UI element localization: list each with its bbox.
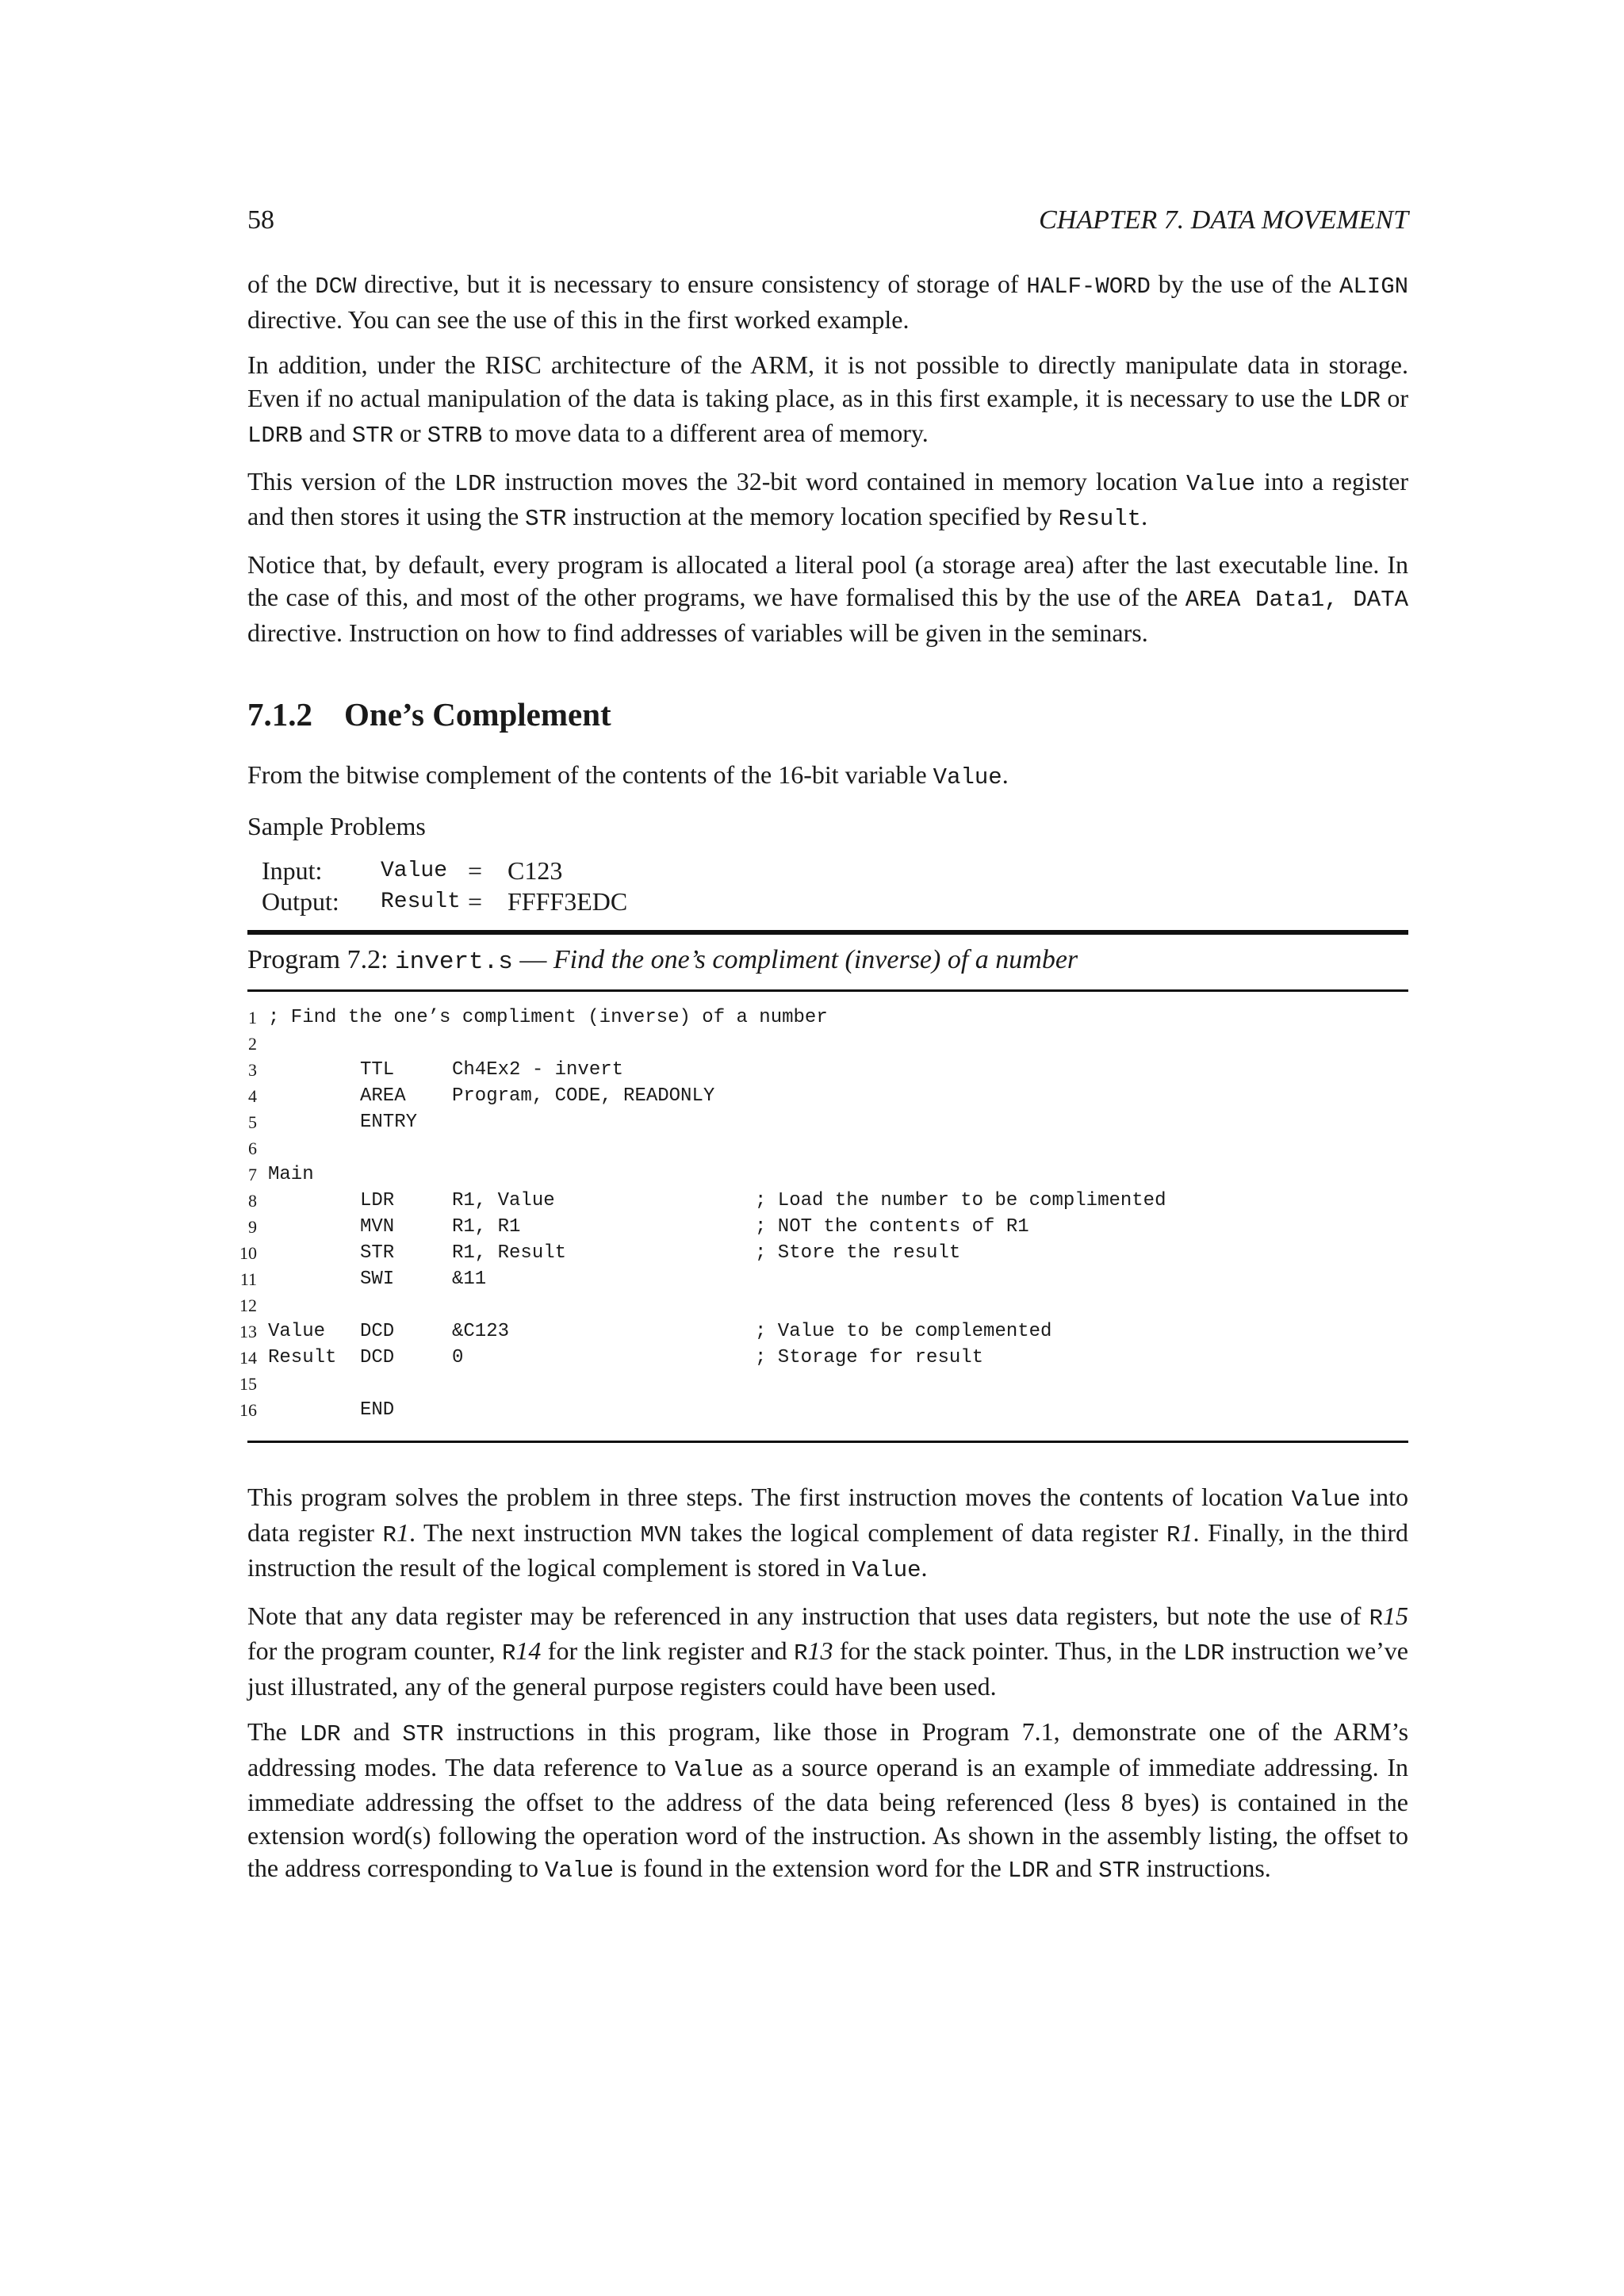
sample-value: FFFF3EDC bbox=[508, 887, 628, 916]
code-comment: ; Store the result bbox=[755, 1242, 961, 1264]
line-number: 7 bbox=[248, 1165, 257, 1184]
program-filename: invert.s bbox=[395, 948, 513, 976]
line-number: 16 bbox=[239, 1400, 257, 1420]
code-operands: R1, R1 bbox=[452, 1216, 521, 1238]
inline-code: Value bbox=[852, 1557, 921, 1583]
line-number: 2 bbox=[248, 1034, 257, 1054]
inline-code: Value bbox=[1291, 1487, 1361, 1513]
inline-code: HALF-WORD bbox=[1026, 274, 1151, 300]
line-number: 9 bbox=[248, 1217, 257, 1237]
inline-code: STR bbox=[351, 423, 394, 449]
inline-code: R bbox=[1166, 1521, 1181, 1548]
inline-code: AREA Data1, DATA bbox=[1185, 587, 1408, 613]
code-opcode: END bbox=[360, 1399, 395, 1421]
paragraph: The LDR and STR instructions in this program, like those in Program 7.1, demonstrate one of the ARM’s addressing modes. The data reference to Value as a source operand is an example of immediate addressing. In immediate addressing the offset to the address of the data being referenced (less 8 byes) is contained in the extension word(s) following the operation word of the instruction. As shown in the assembly listing, the offset to the address corresponding to Value is found in the extension word for the LDR and STR instructions. bbox=[247, 1717, 1409, 1884]
code-line bbox=[233, 1371, 1408, 1397]
code-label: Result bbox=[268, 1347, 337, 1368]
section-description: From the bitwise complement of the contents of the 16-bit variable Value. bbox=[247, 760, 1009, 790]
code-operands: &C123 bbox=[452, 1321, 510, 1342]
code-comment: ; NOT the contents of R1 bbox=[755, 1216, 1029, 1238]
code-line bbox=[233, 1031, 1408, 1057]
code-line bbox=[233, 1188, 1408, 1214]
inline-code: Result bbox=[1058, 506, 1142, 532]
code-opcode: DCD bbox=[360, 1321, 395, 1342]
line-number: 11 bbox=[239, 1269, 257, 1289]
inline-code: ALIGN bbox=[1339, 274, 1409, 300]
code-label: Main bbox=[268, 1164, 314, 1185]
code-line bbox=[233, 1135, 1408, 1161]
register-number: 1 bbox=[1180, 1517, 1193, 1547]
sample-problems-table bbox=[262, 855, 1408, 917]
code-opcode: TTL bbox=[360, 1059, 395, 1081]
inline-code: LDR bbox=[299, 1721, 341, 1747]
inline-code: R bbox=[794, 1640, 808, 1667]
code-line bbox=[233, 1397, 1408, 1423]
paragraph: This program solves the problem in three steps. The first instruction moves the contents of location Value into data register R1. The next instruction MVN takes the logical complement of data register R1. Finally, in the third instruction the result of the logical complement is stored in Value. bbox=[247, 1483, 1409, 1583]
paragraph: of the DCW directive, but it is necessary to ensure consistency of storage of HALF-WORD by the use of the ALIGN directive. You can see the use of this in the first worked example. bbox=[247, 270, 1409, 334]
inline-code: DCW bbox=[315, 274, 357, 300]
inline-code: Value bbox=[1186, 470, 1256, 497]
line-number: 6 bbox=[248, 1138, 257, 1158]
sample-equals: = bbox=[468, 887, 483, 916]
chapter-title: CHAPTER 7. DATA MOVEMENT bbox=[1039, 205, 1408, 235]
code-opcode: AREA bbox=[360, 1085, 406, 1107]
sample-equals: = bbox=[468, 856, 483, 885]
code-opcode: STR bbox=[360, 1242, 395, 1264]
code-line bbox=[233, 1161, 1408, 1188]
page-number: 58 bbox=[247, 205, 274, 235]
sample-io-label: Input: bbox=[262, 856, 323, 885]
inline-code: STR bbox=[1098, 1858, 1140, 1884]
section-title: One’s Complement bbox=[344, 696, 611, 733]
inline-code: R bbox=[1369, 1605, 1383, 1632]
sample-problems-label: Sample Problems bbox=[247, 811, 426, 840]
code-operands: &11 bbox=[452, 1269, 487, 1290]
code-label: Value bbox=[268, 1321, 326, 1342]
code-line bbox=[233, 1266, 1408, 1292]
paragraph: Notice that, by default, every program is allocated a literal pool (a storage area) after the last executable line. In the case of this, and most of the other programs, we have formalised this by the use of the AREA Data1, DATA directive. Instruction on how to find addresses of variables will be given in the seminars. bbox=[247, 549, 1408, 647]
code-comment: ; Find the one’s compliment (inverse) of a number bbox=[268, 1007, 828, 1028]
inline-code: LDR bbox=[454, 470, 496, 497]
line-number: 4 bbox=[248, 1086, 257, 1106]
line-number: 5 bbox=[248, 1112, 257, 1132]
line-number: 1 bbox=[248, 1008, 257, 1027]
code-comment: ; Storage for result bbox=[755, 1347, 984, 1368]
code-line bbox=[233, 1292, 1408, 1318]
code-opcode: MVN bbox=[360, 1216, 395, 1238]
line-number: 10 bbox=[239, 1243, 257, 1263]
code-line bbox=[233, 1345, 1408, 1371]
sample-io-label: Output: bbox=[262, 887, 339, 916]
code-opcode: ENTRY bbox=[360, 1112, 418, 1133]
register-number: 15 bbox=[1383, 1601, 1408, 1630]
line-number: 14 bbox=[239, 1348, 257, 1368]
code-block bbox=[233, 1004, 1408, 1423]
inline-code: LDR bbox=[1007, 1858, 1050, 1884]
code-comment: ; Load the number to be complimented bbox=[755, 1190, 1166, 1211]
caption-prefix: Program 7.2: bbox=[247, 945, 396, 974]
inline-code: Value bbox=[545, 1858, 615, 1884]
line-number: 8 bbox=[248, 1191, 257, 1211]
code-line bbox=[233, 1004, 1408, 1031]
program-caption bbox=[247, 935, 1408, 989]
code-line bbox=[233, 1109, 1408, 1135]
page bbox=[239, 203, 1409, 1888]
inline-code: R bbox=[502, 1640, 516, 1667]
line-number: 15 bbox=[239, 1374, 257, 1394]
running-header bbox=[247, 203, 1408, 238]
inline-code: STR bbox=[402, 1721, 444, 1747]
code-operands: Program, CODE, READONLY bbox=[452, 1085, 715, 1107]
code-line bbox=[233, 1240, 1408, 1266]
inline-code: STRB bbox=[427, 423, 483, 449]
sample-value: C123 bbox=[508, 856, 563, 885]
inline-code: Value bbox=[933, 764, 1002, 790]
caption-title: Find the one’s compliment (inverse) of a number bbox=[553, 945, 1078, 974]
register-number: 1 bbox=[396, 1517, 409, 1547]
caption-rule bbox=[247, 989, 1408, 992]
paragraph: Note that any data register may be referenced in any instruction that uses data registers, but note the use of R15 for the program counter, R14 for the link register and R13 for the stack pointer. Thus, in the LDR instruction we’ve just illustrated, any of the general purpose registers could have been used. bbox=[247, 1601, 1408, 1701]
paragraph: This version of the LDR instruction moves the 32-bit word contained in memory location Value into a register and then stores it using the STR instruction at the memory location specified by Result. bbox=[247, 466, 1408, 532]
section-number: 7.1.2 bbox=[247, 696, 312, 733]
sample-variable: Result bbox=[381, 890, 461, 914]
line-number: 12 bbox=[239, 1295, 257, 1315]
code-opcode: LDR bbox=[360, 1190, 395, 1211]
section-heading bbox=[247, 694, 1408, 735]
inline-code: MVN bbox=[640, 1521, 682, 1548]
code-operands: 0 bbox=[452, 1347, 464, 1368]
inline-code: R bbox=[382, 1521, 396, 1548]
code-operands: R1, Result bbox=[452, 1242, 567, 1264]
code-line bbox=[233, 1083, 1408, 1109]
program-listing bbox=[239, 930, 1408, 1443]
inline-code: Value bbox=[674, 1756, 744, 1783]
code-operands: Ch4Ex2 - invert bbox=[452, 1059, 624, 1081]
code-opcode: DCD bbox=[360, 1347, 395, 1368]
code-operands: R1, Value bbox=[452, 1190, 555, 1211]
caption-dash: — bbox=[512, 945, 553, 974]
inline-code: STR bbox=[525, 506, 567, 532]
register-number: 14 bbox=[515, 1636, 542, 1665]
inline-code: LDR bbox=[1182, 1640, 1225, 1667]
code-opcode: SWI bbox=[360, 1269, 395, 1290]
code-comment: ; Value to be complemented bbox=[755, 1321, 1052, 1342]
sample-variable: Value bbox=[381, 859, 448, 883]
code-line bbox=[233, 1214, 1408, 1240]
inline-code: LDRB bbox=[247, 423, 303, 449]
register-number: 13 bbox=[807, 1636, 833, 1665]
paragraph: In addition, under the RISC architecture of the ARM, it is not possible to directly manipulate data in storage. Even if no actual manipulation of the data is taking place, as in this first example, it is necessary to use the LDR or LDRB and STR or STRB to move data to a different area of memory. bbox=[247, 350, 1409, 449]
line-number: 3 bbox=[248, 1060, 257, 1080]
line-number: 13 bbox=[239, 1322, 257, 1341]
inline-code: LDR bbox=[1339, 387, 1381, 414]
code-line bbox=[233, 1318, 1408, 1345]
code-line bbox=[233, 1057, 1408, 1083]
